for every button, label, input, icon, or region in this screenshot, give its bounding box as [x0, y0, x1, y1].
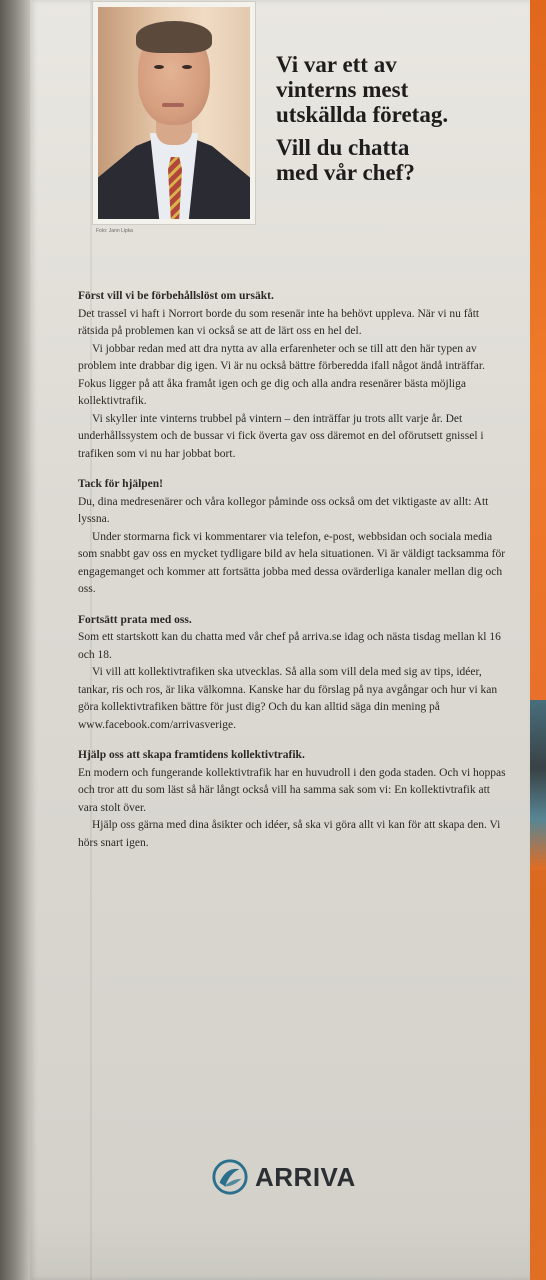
portrait-photo-frame: [93, 2, 255, 224]
section-keep-talking: [78, 612, 508, 735]
photo-eye-left: [154, 65, 164, 69]
headline-line: Vi var ett av: [276, 52, 397, 77]
section-apology: [78, 288, 508, 463]
paragraph: Vi vill att kollektivtrafiken ska utvecklas. Så alla som vill dela med sig av tips, idéer, tankar, ris och ros, är lika välkomna. Kanske har du förslag på nya avgångar och hur vi kan göra kollektivtrafiken bättre för just dig? Och du kan alltid säga din mening på www.facebook.com/arrivasverige.: [78, 666, 498, 731]
paragraph: En modern och fungerande kollektivtrafik har en huvudroll i den goda staden. Och vi hoppas och tror att du som läst så här långt också vill ha samma sak som vi: En kollektivtrafik att vara stolt över.: [78, 766, 506, 814]
headline: [276, 52, 516, 185]
adjacent-page-edge: [528, 0, 546, 1280]
logo-text: ARRIVA: [255, 1161, 356, 1192]
photo-credit: Foto: Jann Lipka: [96, 228, 133, 234]
paragraph: Hjälp oss gärna med dina åsikter och idéer, så ska vi göra allt vi kan för att skapa den. Vi hörs snart igen.: [78, 819, 501, 849]
headline-line: med vår chef?: [276, 160, 415, 185]
headline-line: Vill du chatta: [276, 135, 410, 160]
arriva-logo: [211, 1155, 391, 1199]
article-body: [78, 288, 508, 865]
headline-line: utskällda företag.: [276, 102, 449, 127]
paragraph: Vi jobbar redan med att dra nytta av alla erfarenheter och se till att den här typen av problem inte drabbar dig igen. Vi är nu också bättre förberedda ifall något ändå inträffar. Fokus ligger på att åka framåt igen och ge dig och alla andra resenärer bästa möjliga kollektivtrafik.: [78, 342, 485, 407]
paragraph: Under stormarna fick vi kommentarer via telefon, e-post, webbsidan och sociala media som snabbt gav oss en mycket tydligare bild av hela situationen. Vi är väldigt tacksamma för engagemanget och kommer att fortsätta jobba med dessa ovärderliga kanaler mellan dig och oss.: [78, 530, 506, 595]
adjacent-page-artwork: [530, 700, 546, 870]
page-gutter-shadow: [0, 0, 30, 1280]
paragraph: Som ett startskott kan du chatta med vår chef på arriva.se idag och nästa tisdag mellan kl 16 och 18.: [78, 631, 501, 661]
section-thanks: [78, 476, 508, 599]
paragraph: Det trassel vi haft i Norrort borde du som resenär inte ha behövt uppleva. När vi nu fått rätsida på problemen kan vi också se att de lärt oss en hel del.: [78, 307, 480, 337]
paragraph: Vi skyller inte vinterns trubbel på vintern – den inträffar ju trots allt varje år. Det underhållssystem och de bussar vi fick överta gav oss däremot en del oförutsett gnissel i trafiken som vi nu har jobbat bort.: [78, 412, 484, 460]
section-heading: Tack för hjälpen!: [78, 478, 163, 490]
photo-eye-right: [182, 65, 192, 69]
headline-line: vinterns mest: [276, 77, 409, 102]
section-heading: Först vill vi be förbehållslöst om ursäkt.: [78, 290, 274, 302]
page-bottom-margin: [30, 1220, 530, 1280]
section-heading: Hjälp oss att skapa framtidens kollektivtrafik.: [78, 749, 305, 761]
paragraph: Du, dina medresenärer och våra kollegor påminde oss också om det viktigaste av allt: Att lyssna.: [78, 495, 489, 525]
photo-mouth: [162, 103, 184, 107]
portrait-photo: [98, 7, 250, 219]
section-heading: Fortsätt prata med oss.: [78, 613, 192, 626]
section-future: [78, 747, 508, 852]
photo-hair: [136, 21, 212, 53]
arriva-swirl-icon: [211, 1158, 249, 1196]
